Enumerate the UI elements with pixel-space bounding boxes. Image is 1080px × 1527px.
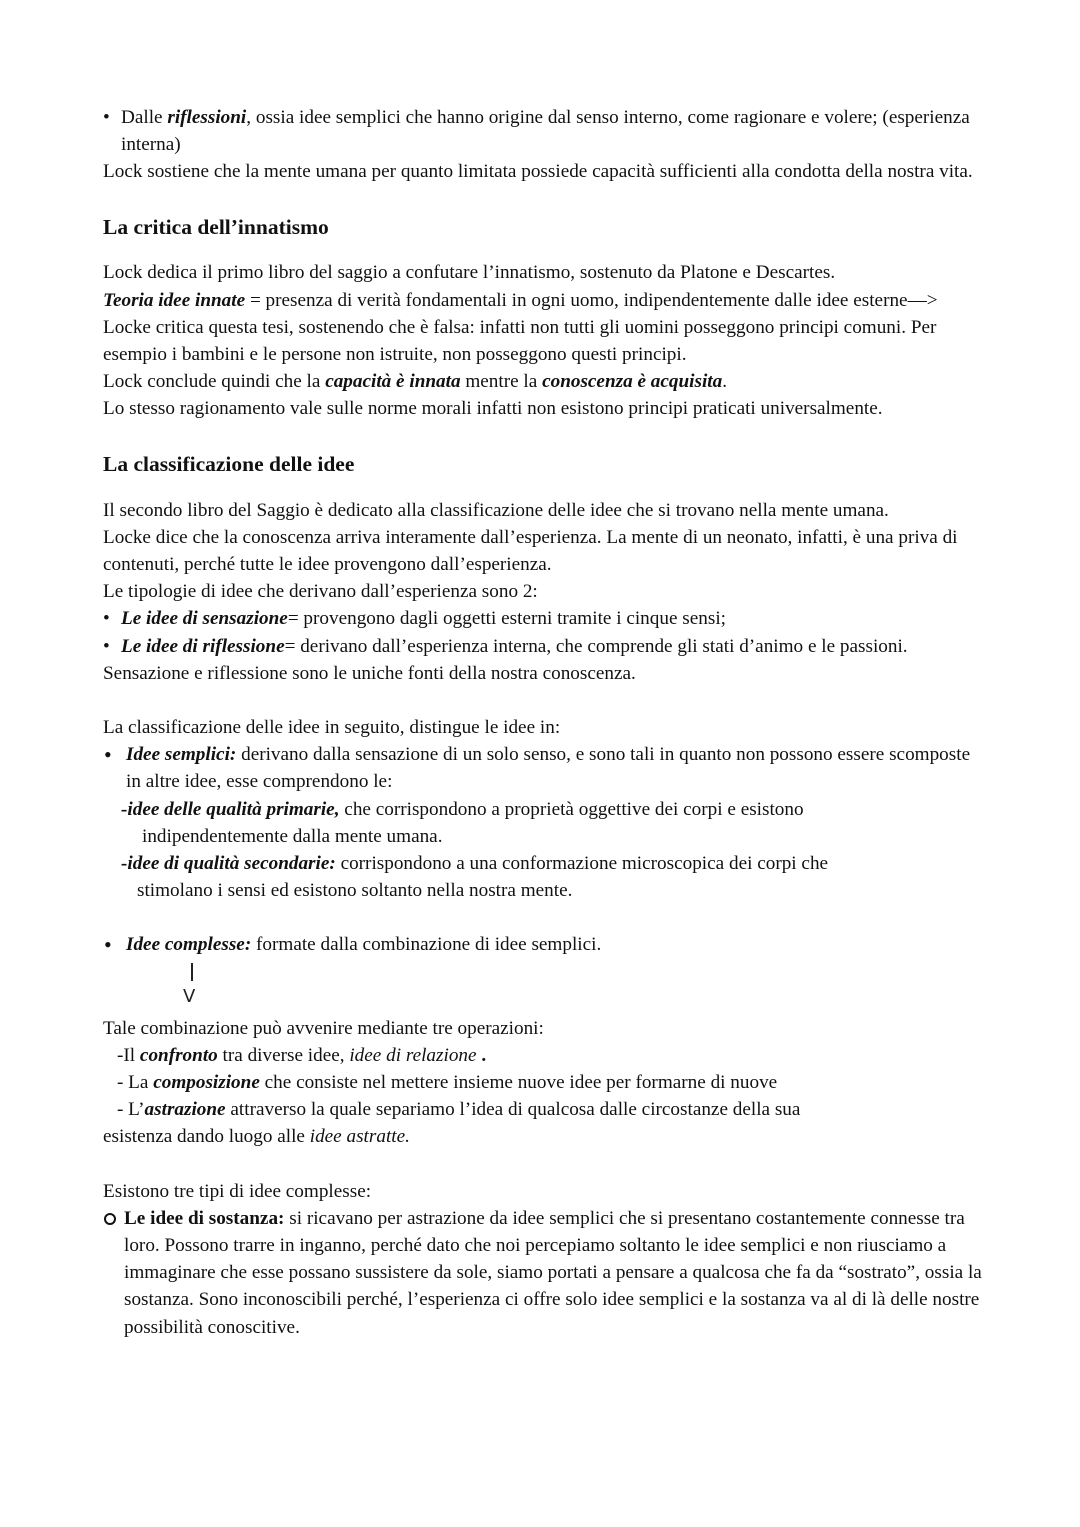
- heading-innatismo: La critica dell’innatismo: [103, 214, 329, 239]
- paragraph-innatismo-intro: Lock dedica il primo libro del saggio a confutare l’innatismo, sostenuto da Platone e Descartes.: [103, 262, 836, 284]
- operation-composizione: - La composizione che consiste nel mettere insieme nuove idee per formarne di nuove: [117, 1071, 778, 1093]
- operation-astrazione: - L’astrazione attraverso la quale separiamo l’idea di qualcosa dalle circostanze della sua: [117, 1099, 801, 1121]
- down-arrow-icon: V: [183, 959, 983, 1015]
- bullet-idee-semplici: • Idee semplici: derivano dalla sensazione di un solo senso, e sono tali in quanto non possono essere scomposte in altre idee, esse comprendono le:: [103, 741, 983, 795]
- spacer: [103, 687, 983, 714]
- spacer: [103, 1151, 983, 1178]
- operation-confronto: -Il confronto tra diverse idee, idee di relazione .: [117, 1044, 487, 1066]
- paragraph-tre-tipi: Esistono tre tipi di idee complesse:: [103, 1180, 372, 1202]
- term-riflessioni: riflessioni: [167, 107, 247, 128]
- bullet-idee-riflessione: • Le idee di riflessione= derivano dall’esperienza interna, che comprende gli stati d’animo e le passioni.: [103, 633, 983, 660]
- paragraph-lock-mind: Lock sostiene che la mente umana per quanto limitata possiede capacità sufficienti alla condotta della nostra vita.: [103, 161, 973, 183]
- bullet-idee-sostanza: Le idee di sostanza: si ricavano per astrazione da idee semplici che si presentano costantemente connesse tra loro. Possono trarre in inganno, perché dato che noi percepiamo soltanto le idee semplici e non riusciamo a immaginare che esse possano sussistere da sole, siamo portati a pensare a qualcosa che fa da “sostrato”, ossia la sostanza. Sono inconoscibili perché, l’esperienza ci offre solo idee semplici e la sostanza va al di là delle nostre possibilità conoscitive.: [103, 1205, 983, 1341]
- circle-bullet-icon: [104, 1213, 116, 1225]
- bullet-riflessioni: • Dalle riflessioni, ossia idee semplici che hanno origine dal senso interno, come ragionare e volere; (esperienza interna): [103, 104, 983, 158]
- paragraph-secondo-libro: Il secondo libro del Saggio è dedicato alla classificazione delle idee che si trovano nella mente umana.: [103, 499, 889, 521]
- paragraph-norme-morali: Lo stesso ragionamento vale sulle norme morali infatti non esistono principi praticati universalmente.: [103, 398, 883, 420]
- paragraph-tipologie: Le tipologie di idee che derivano dall’esperienza sono 2:: [103, 581, 538, 603]
- operation-astrazione-cont: esistenza dando luogo alle idee astratte.: [103, 1126, 410, 1148]
- sub-qualita-secondarie: -idee di qualità secondarie: corrispondono a una conformazione microscopica dei corpi che stimolano i sensi ed esistono soltanto nella nostra mente.: [121, 852, 829, 902]
- paragraph-esperienza: Locke dice che la conoscenza arriva interamente dall’esperienza. La mente di un neonato, infatti, è una priva di contenuti, perché tutte le idee provengono dall’esperienza.: [103, 526, 958, 575]
- paragraph-distingue: La classificazione delle idee in seguito, distingue le idee in:: [103, 716, 561, 738]
- sub-qualita-primarie: -idee delle qualità primarie, che corrispondono a proprietà oggettive dei corpi e esistono indipendentemente dalla mente umana.: [121, 798, 804, 847]
- document-page: [103, 104, 983, 1341]
- bullet-idee-complesse: • Idee complesse: formate dalla combinazione di idee semplici.: [103, 931, 983, 958]
- paragraph-fonti: Sensazione e riflessione sono le uniche fonti della nostra conoscenza.: [103, 662, 636, 684]
- bullet-idee-sensazione: • Le idee di sensazione= provengono dagli oggetti esterni tramite i cinque sensi;: [103, 605, 983, 632]
- spacer: [103, 904, 983, 931]
- heading-classificazione: La classificazione delle idee: [103, 451, 355, 476]
- paragraph-lock-conclude: Lock conclude quindi che la capacità è innata mentre la conoscenza è acquisita.: [103, 371, 728, 393]
- paragraph-tre-operazioni: Tale combinazione può avvenire mediante tre operazioni:: [103, 1017, 544, 1039]
- paragraph-teoria-idee-innate: Teoria idee innate = presenza di verità fondamentali in ogni uomo, indipendentemente dalle idee esterne—> Locke critica questa tesi, sostenendo che è falsa: infatti non tutti gli uomini posseggono principi comuni. Per esempio i bambini e le persone non istruite, non posseggono questi principi.: [103, 289, 938, 366]
